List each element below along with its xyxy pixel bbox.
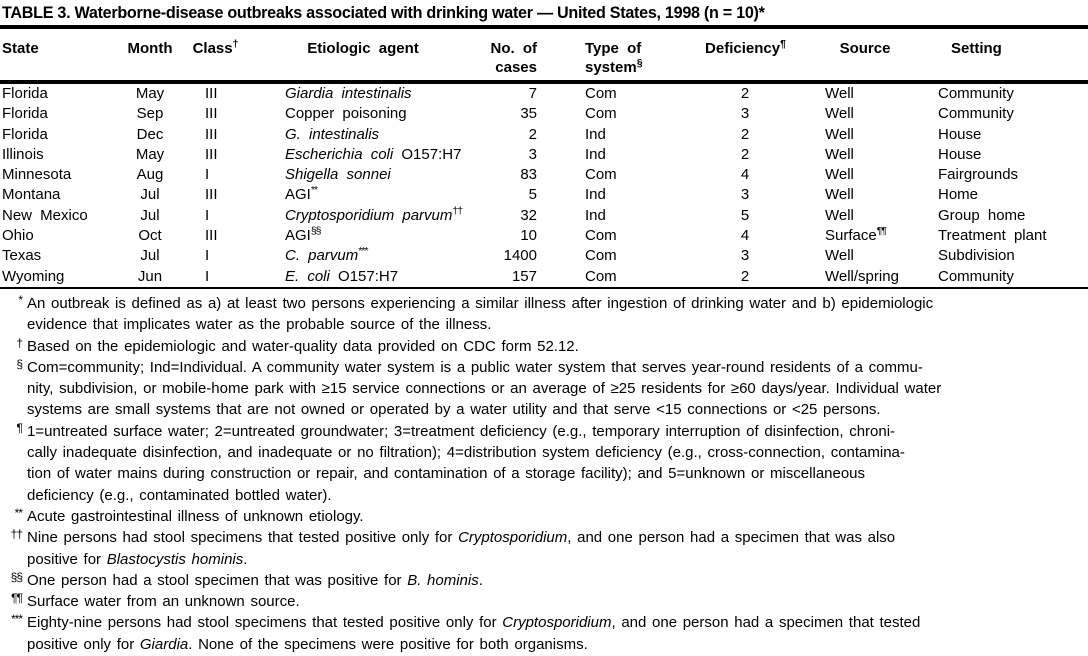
cell-text: 2 xyxy=(740,85,750,102)
cell-text: 2 xyxy=(740,125,750,143)
cell-source xyxy=(802,82,928,104)
cell-class xyxy=(182,165,248,185)
cell-text: Home xyxy=(938,186,979,204)
class-footnote-marker: † xyxy=(232,38,238,50)
cell-text: E. coli xyxy=(285,267,330,285)
col-header-class xyxy=(182,29,248,82)
cell-text: Com xyxy=(585,227,617,245)
cell-cases xyxy=(478,267,540,288)
cell-etiologic-agent xyxy=(248,104,478,124)
cell-source xyxy=(802,125,928,145)
cell-text: Well xyxy=(825,206,854,224)
cell-text: Ohio xyxy=(2,227,34,245)
cell-text: Illinois xyxy=(2,145,44,163)
footnote-text-segment: Cryptosporidium xyxy=(458,529,568,547)
cell-cases xyxy=(478,206,540,226)
col-header-month xyxy=(118,29,182,82)
cell-cases xyxy=(478,185,540,205)
cell-text: O157:H7 xyxy=(393,145,462,163)
cell-setting xyxy=(928,267,1088,288)
cell-text: Sep xyxy=(136,105,164,123)
cell-text: House xyxy=(938,125,982,143)
cell-deficiency xyxy=(688,267,802,288)
cell-source xyxy=(802,226,928,246)
footnote-text-segment: One person had a stool specimen that was positive for xyxy=(27,571,408,589)
footnote-text-segment: Surface water from an unknown source. xyxy=(27,593,300,611)
cell-text: Texas xyxy=(2,247,42,265)
footnote-text xyxy=(27,336,1088,357)
cell-text: New Mexico xyxy=(2,206,88,224)
cell-text: 32 xyxy=(520,206,537,224)
footnote-line xyxy=(27,634,1088,655)
cell-text: Montana xyxy=(2,186,61,204)
footnote-line xyxy=(27,485,1088,506)
cell-text: Jul xyxy=(140,247,160,265)
cell-cases xyxy=(478,145,540,165)
cell-system xyxy=(540,165,688,185)
footnote-text xyxy=(27,527,1088,570)
cell-text: 157 xyxy=(511,267,537,285)
footnote-symbol: ¶¶ xyxy=(11,591,22,606)
footnote xyxy=(0,336,1088,357)
cell-text: Well xyxy=(825,145,854,163)
cell-source xyxy=(802,104,928,124)
cell-deficiency xyxy=(688,206,802,226)
cell-text: Ind xyxy=(585,125,606,143)
footnote-symbol: §§ xyxy=(10,569,22,584)
cell-text: Aug xyxy=(136,166,164,184)
table-row xyxy=(0,246,1088,266)
cell-system xyxy=(540,246,688,266)
cell-text: Surface xyxy=(825,227,877,245)
cell-text: Wyoming xyxy=(2,267,65,285)
footnote-line xyxy=(27,612,1088,633)
col-header-system-line2 xyxy=(585,58,688,77)
footnote xyxy=(0,293,1088,336)
cell-deficiency xyxy=(688,104,802,124)
cell-etiologic-agent xyxy=(248,82,478,104)
cell-source xyxy=(802,145,928,165)
cell-text: Well xyxy=(825,105,854,123)
cell-text: AGI xyxy=(285,227,311,245)
cell-text: Treatment plant xyxy=(938,227,1047,245)
footnote-text-segment: Nine persons had stool specimens that tested positive only for xyxy=(27,529,459,547)
cell-class xyxy=(182,125,248,145)
footnote-text xyxy=(27,591,1088,612)
cell-deficiency xyxy=(688,82,802,104)
cell-system xyxy=(540,82,688,104)
cell-system xyxy=(540,125,688,145)
col-header-class-label: Class xyxy=(192,40,233,57)
cell-text: G. intestinalis xyxy=(285,125,380,143)
cell-cases xyxy=(478,246,540,266)
col-header-cases xyxy=(478,29,540,82)
system-footnote-marker: § xyxy=(636,57,642,69)
cell-text: Well xyxy=(825,247,854,265)
cell-text: May xyxy=(135,145,165,163)
footnote-text-segment: positive for xyxy=(27,550,107,568)
cell-etiologic-agent xyxy=(248,246,478,266)
cell-class xyxy=(182,145,248,165)
cell-text: Jul xyxy=(140,186,160,204)
footnote-marker: ¶¶ xyxy=(876,225,886,238)
cell-cases xyxy=(478,125,540,145)
footnote-text-segment: Com=community; Ind=Individual. A community water system is a public water system that serves year-round residents of a commu- xyxy=(27,358,923,376)
table-row xyxy=(0,165,1088,185)
cell-month xyxy=(118,267,182,288)
footnote-symbol: * xyxy=(18,292,22,307)
cell-class xyxy=(182,267,248,288)
cell-text: Community xyxy=(938,85,1014,102)
footnote xyxy=(0,570,1088,591)
footnote-line xyxy=(27,549,1088,570)
cell-text: 3 xyxy=(740,247,750,265)
cell-text: III xyxy=(205,105,218,123)
table-row xyxy=(0,267,1088,288)
footnote-line xyxy=(27,293,1088,314)
col-header-source-label: Source xyxy=(839,40,891,57)
footnote-text-segment: Blastocystis hominis xyxy=(106,550,244,568)
col-header-cases-line2: cases xyxy=(495,59,537,76)
table-row xyxy=(0,145,1088,165)
footnote-symbol: *** xyxy=(10,612,22,627)
cell-text: Jun xyxy=(137,267,163,285)
cell-deficiency xyxy=(688,145,802,165)
table-row xyxy=(0,226,1088,246)
cell-system xyxy=(540,206,688,226)
footnote-line xyxy=(27,527,1088,548)
cell-text: Fairgrounds xyxy=(938,166,1019,184)
footnote-line xyxy=(27,357,1088,378)
cell-month xyxy=(118,206,182,226)
cell-text: O157:H7 xyxy=(329,267,399,285)
cell-text: Com xyxy=(585,105,617,123)
cell-setting xyxy=(928,82,1088,104)
footnote-marker: *** xyxy=(358,245,368,258)
footnote-text xyxy=(27,612,1088,655)
cell-setting xyxy=(928,226,1088,246)
cell-text: Copper poisoning xyxy=(285,105,407,123)
footnote xyxy=(0,357,1088,421)
col-header-state xyxy=(0,29,118,82)
cell-text: 5 xyxy=(528,186,537,204)
footnote-symbol: ** xyxy=(14,505,22,520)
footnote-marker: §§ xyxy=(310,225,321,238)
cell-text: Well xyxy=(825,166,854,184)
cell-state xyxy=(0,165,118,185)
cell-text: III xyxy=(205,186,218,204)
cell-setting xyxy=(928,206,1088,226)
cell-text: 3 xyxy=(740,186,750,204)
cell-text: 3 xyxy=(528,145,537,163)
cell-source xyxy=(802,246,928,266)
table-header xyxy=(0,29,1088,82)
footnote-marker: ** xyxy=(310,184,318,197)
footnote-line xyxy=(27,314,1088,335)
cell-text: Florida xyxy=(2,105,48,123)
footnote xyxy=(0,612,1088,655)
cell-setting xyxy=(928,246,1088,266)
footnote-symbol: ¶ xyxy=(16,420,22,435)
cell-text: Com xyxy=(585,166,617,184)
cell-state xyxy=(0,145,118,165)
footnote-text-segment: deficiency (e.g., contaminated bottled water). xyxy=(27,486,332,504)
cell-etiologic-agent xyxy=(248,226,478,246)
footnote-text-segment: positive only for xyxy=(27,635,140,653)
footnote-text xyxy=(27,570,1088,591)
cell-text: Com xyxy=(585,247,617,265)
footnote-line xyxy=(27,506,1088,527)
table-row xyxy=(0,185,1088,205)
cell-text: May xyxy=(135,85,165,102)
footnote-text xyxy=(27,293,1088,336)
col-header-setting xyxy=(928,29,1088,82)
col-header-month-label: Month xyxy=(127,40,173,57)
cell-system xyxy=(540,104,688,124)
cell-deficiency xyxy=(688,125,802,145)
header-row xyxy=(0,29,1088,82)
cell-text: Florida xyxy=(2,85,48,102)
cell-cases xyxy=(478,165,540,185)
footnote-line xyxy=(27,399,1088,420)
footnote-text-segment: . xyxy=(243,550,248,568)
footnote-line xyxy=(27,570,1088,591)
cell-text: 35 xyxy=(520,105,537,123)
cell-text: Well/spring xyxy=(825,267,899,285)
footnote xyxy=(0,506,1088,527)
cell-state xyxy=(0,206,118,226)
footnote-text-segment: . xyxy=(478,571,483,589)
cell-state xyxy=(0,226,118,246)
footnote-text-segment: Acute gastrointestinal illness of unknown etiology. xyxy=(27,507,364,525)
table-row xyxy=(0,206,1088,226)
cell-state xyxy=(0,82,118,104)
cell-text: 83 xyxy=(520,166,537,184)
footnote-text-segment: B. hominis xyxy=(407,571,479,589)
cell-month xyxy=(118,145,182,165)
cell-text: Oct xyxy=(138,227,162,245)
cell-text: I xyxy=(205,267,210,285)
cell-class xyxy=(182,246,248,266)
footnote-text-segment: , and one person had a specimen that was also xyxy=(567,529,896,547)
cell-state xyxy=(0,185,118,205)
cell-text: 3 xyxy=(740,105,750,123)
cell-text: 2 xyxy=(528,125,537,143)
cell-text: Ind xyxy=(585,145,606,163)
table-body xyxy=(0,82,1088,288)
cell-text: 4 xyxy=(740,227,750,245)
cell-setting xyxy=(928,165,1088,185)
cell-etiologic-agent xyxy=(248,165,478,185)
cell-text: I xyxy=(205,166,210,184)
cell-class xyxy=(182,104,248,124)
table-row xyxy=(0,82,1088,104)
cell-state xyxy=(0,104,118,124)
cell-class xyxy=(182,206,248,226)
col-header-system xyxy=(540,29,688,82)
cell-text: Well xyxy=(825,125,854,143)
cell-setting xyxy=(928,104,1088,124)
cell-month xyxy=(118,226,182,246)
cell-system xyxy=(540,185,688,205)
col-header-setting-label: Setting xyxy=(951,40,1002,57)
cell-text: 10 xyxy=(520,227,537,245)
col-header-agent-label: Etiologic agent xyxy=(307,40,419,57)
cell-text: 1400 xyxy=(503,247,537,265)
footnote-symbol: † xyxy=(16,335,22,350)
cell-text: III xyxy=(205,227,218,245)
footnote-text xyxy=(27,506,1088,527)
footnote-text xyxy=(27,421,1088,506)
cell-text: Cryptosporidium parvum xyxy=(285,206,453,224)
cell-setting xyxy=(928,185,1088,205)
cell-text: 5 xyxy=(740,206,750,224)
cell-text: Escherichia coli xyxy=(285,145,394,163)
cell-text: Ind xyxy=(585,186,606,204)
cell-text: Well xyxy=(825,186,854,204)
footnote-symbol: †† xyxy=(10,527,22,542)
footnote-line xyxy=(27,591,1088,612)
cell-text: Jul xyxy=(140,206,160,224)
col-header-cases-line1: No. of xyxy=(490,40,537,57)
footnote-line xyxy=(27,463,1088,484)
cell-source xyxy=(802,206,928,226)
cell-text: III xyxy=(205,145,218,163)
cell-text: Community xyxy=(938,267,1014,285)
cell-month xyxy=(118,104,182,124)
cell-setting xyxy=(928,145,1088,165)
cell-month xyxy=(118,82,182,104)
cell-cases xyxy=(478,82,540,104)
cell-etiologic-agent xyxy=(248,267,478,288)
cell-source xyxy=(802,185,928,205)
col-header-etiologic-agent xyxy=(248,29,478,82)
footnote xyxy=(0,591,1088,612)
footnote-text-segment: tion of water mains during construction or repair, and contamination of a storage facility); and 5=unknown or miscellaneous xyxy=(27,465,866,483)
col-header-system-label: system xyxy=(585,59,637,76)
table-row xyxy=(0,104,1088,124)
cell-source xyxy=(802,165,928,185)
cell-etiologic-agent xyxy=(248,206,478,226)
cell-etiologic-agent xyxy=(248,145,478,165)
cell-class xyxy=(182,226,248,246)
cell-system xyxy=(540,145,688,165)
footnote-text-segment: evidence that implicates water as the probable source of the illness. xyxy=(27,316,492,334)
cell-setting xyxy=(928,125,1088,145)
footnote xyxy=(0,527,1088,570)
footnote-text-segment: Cryptosporidium xyxy=(502,614,612,632)
cell-etiologic-agent xyxy=(248,125,478,145)
cell-deficiency xyxy=(688,226,802,246)
footnote-text-segment: cally inadequate disinfection, and inadequate or no filtration); 4=distribution system deficiency (e.g., cross-connection, contamina- xyxy=(27,444,905,462)
cell-cases xyxy=(478,104,540,124)
cell-deficiency xyxy=(688,185,802,205)
cell-text: Giardia intestinalis xyxy=(285,85,412,102)
table-row xyxy=(0,125,1088,145)
cell-state xyxy=(0,125,118,145)
footnote-text-segment: An outbreak is defined as a) at least two persons experiencing a similar illness after ingestion of drinking water and b) epidemiologic xyxy=(27,294,934,312)
cell-text: Well xyxy=(825,85,854,102)
col-header-system-line1: Type of xyxy=(585,40,642,57)
cell-month xyxy=(118,125,182,145)
footnote-text-segment: . None of the specimens were positive for both organisms. xyxy=(188,635,588,653)
footnote-line xyxy=(27,421,1088,442)
cell-deficiency xyxy=(688,165,802,185)
cell-text: 7 xyxy=(528,85,537,102)
cell-text: Dec xyxy=(136,125,164,143)
footnote-text-segment: 1=untreated surface water; 2=untreated groundwater; 3=treatment deficiency (e.g., temporary interruption of disinfection, chroni- xyxy=(27,422,896,440)
col-header-deficiency xyxy=(688,29,802,82)
cell-text: Shigella sonnei xyxy=(285,166,391,184)
col-header-source xyxy=(802,29,928,82)
footnote-symbol: § xyxy=(16,356,22,371)
footnote-line xyxy=(27,378,1088,399)
footnote-text-segment: Giardia xyxy=(139,635,189,653)
cell-text: Com xyxy=(585,85,617,102)
cell-month xyxy=(118,165,182,185)
footnote-text-segment: Eighty-nine persons had stool specimens that tested positive only for xyxy=(27,614,503,632)
cell-month xyxy=(118,246,182,266)
cell-cases xyxy=(478,226,540,246)
cell-text: Community xyxy=(938,105,1014,123)
cell-text: House xyxy=(938,145,982,163)
cell-source xyxy=(802,267,928,288)
cell-text: III xyxy=(205,85,218,102)
cell-text: Ind xyxy=(585,206,606,224)
cell-class xyxy=(182,185,248,205)
cell-text: AGI xyxy=(285,186,311,204)
cell-state xyxy=(0,246,118,266)
cell-text: I xyxy=(205,206,210,224)
table-title xyxy=(0,0,1088,29)
cell-text: Florida xyxy=(2,125,48,143)
footnote-text xyxy=(27,357,1088,421)
footnote-text-segment: systems are small systems that are not owned or operated by a water utility and that serve <15 connections or <25 persons. xyxy=(27,401,881,419)
cell-month xyxy=(118,185,182,205)
footnote-marker: †† xyxy=(452,204,463,217)
col-header-state-label: State xyxy=(2,40,39,57)
deficiency-footnote-marker: ¶ xyxy=(780,38,785,50)
footnote-line xyxy=(27,442,1088,463)
cell-text: Minnesota xyxy=(2,166,72,184)
cell-text: 2 xyxy=(740,267,750,285)
table-title-text: TABLE 3. Waterborne-disease outbreaks associated with drinking water — United States, 1998 (n = 10)* xyxy=(2,3,765,22)
cell-deficiency xyxy=(688,246,802,266)
footnote-line xyxy=(27,336,1088,357)
cell-system xyxy=(540,267,688,288)
cell-text: Com xyxy=(585,267,617,285)
footnote-text-segment: Based on the epidemiologic and water-quality data provided on CDC form 52.12. xyxy=(27,337,579,355)
footnote xyxy=(0,421,1088,506)
footnote-text-segment: , and one person had a specimen that tested xyxy=(611,614,921,632)
col-header-deficiency-label: Deficiency xyxy=(705,40,781,57)
cell-text: 4 xyxy=(740,166,750,184)
footnotes xyxy=(0,293,1088,655)
cell-class xyxy=(182,82,248,104)
outbreaks-table xyxy=(0,29,1088,289)
footnote-text-segment: nity, subdivision, or mobile-home park with ≥15 service connections or an average of ≥25 residents for ≥60 days/year. Individual water xyxy=(27,380,942,398)
cell-state xyxy=(0,267,118,288)
cell-text: I xyxy=(205,247,210,265)
cell-text: Subdivision xyxy=(938,247,1015,265)
cell-text: Group home xyxy=(938,206,1026,224)
cell-etiologic-agent xyxy=(248,185,478,205)
cell-text: 2 xyxy=(740,145,750,163)
cell-text: C. parvum xyxy=(285,247,359,265)
cell-system xyxy=(540,226,688,246)
cell-text: III xyxy=(205,125,218,143)
